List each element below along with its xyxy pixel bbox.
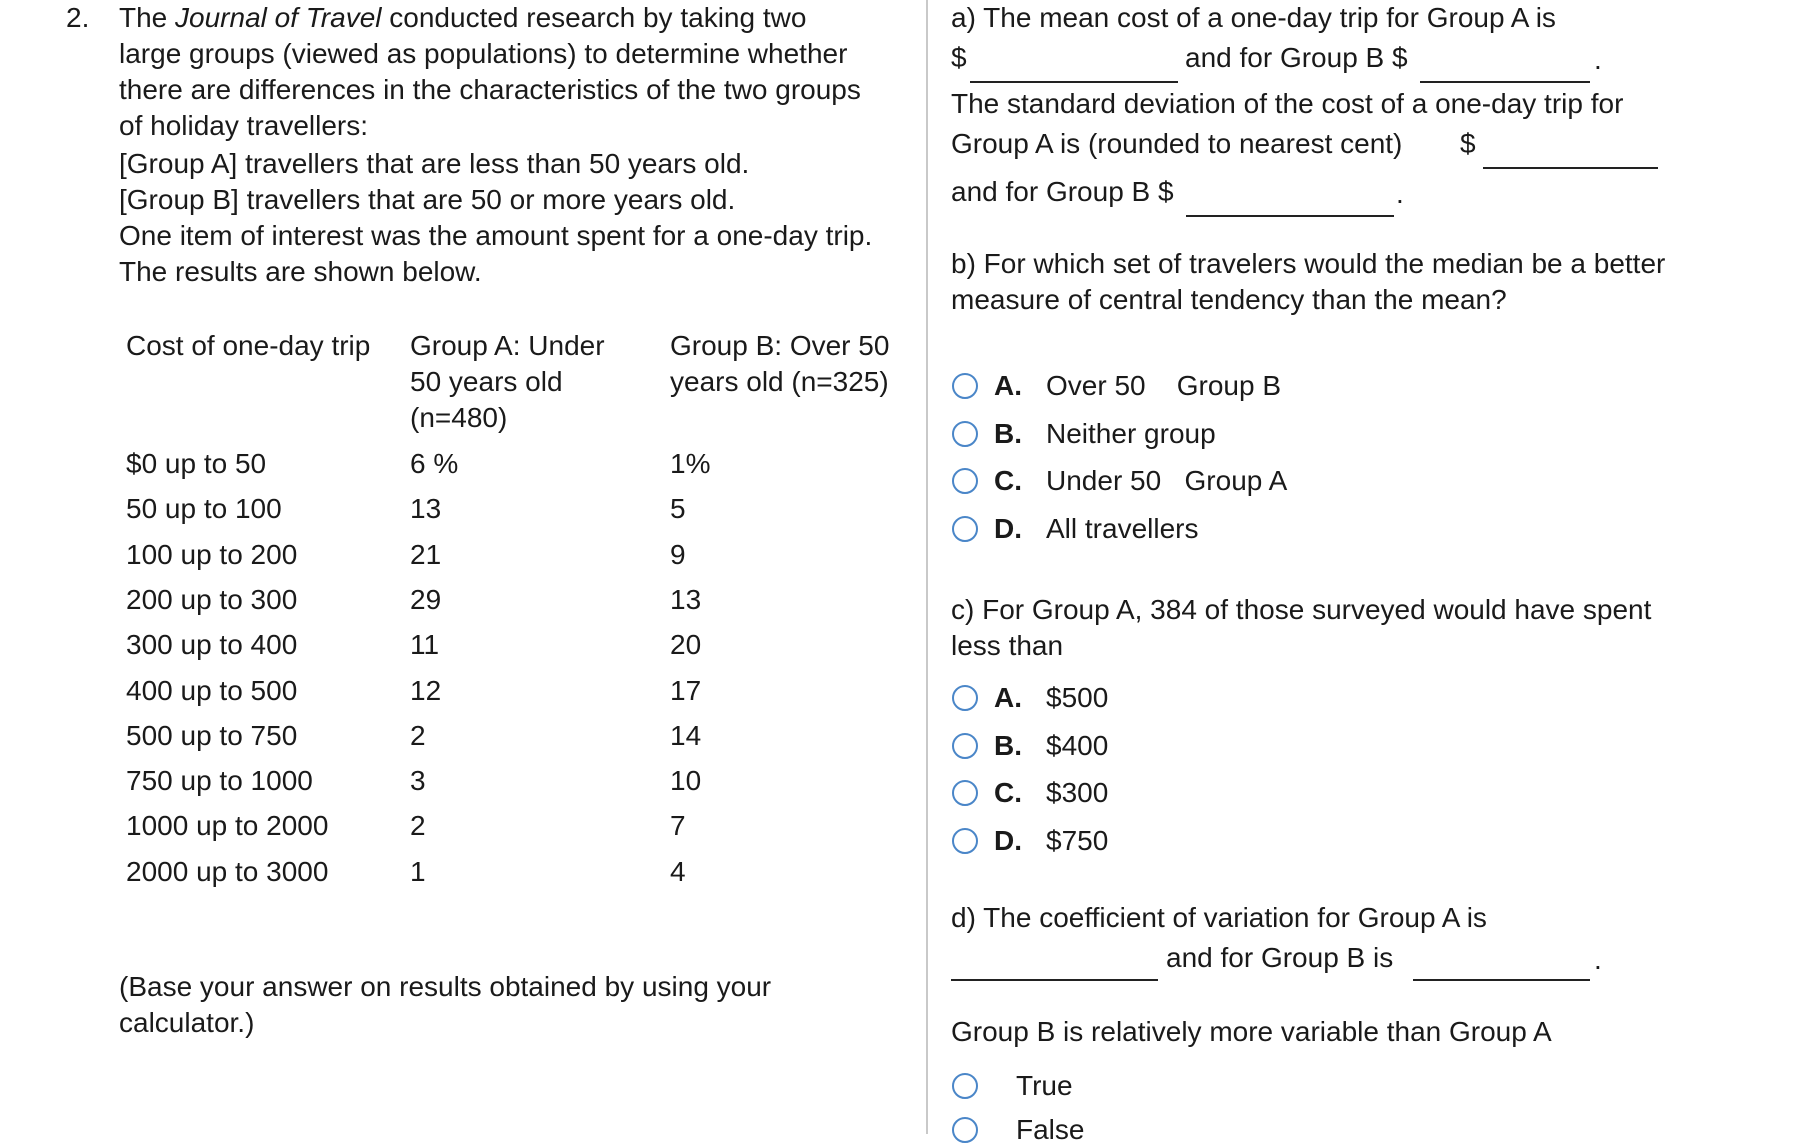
- intro-line-6: [Group B] travellers that are 50 or more years old.: [119, 184, 736, 215]
- answer-panel: [930, 0, 1795, 1145]
- part-c-prompt-2: less than: [951, 630, 1064, 661]
- cost-cell: 1000 up to 2000: [126, 810, 329, 841]
- period-1: .: [1594, 44, 1602, 75]
- intro-line-8: The results are shown below.: [119, 256, 482, 287]
- group-a-cell: 2: [410, 810, 426, 841]
- sd-group-a-blank[interactable]: [1483, 141, 1658, 169]
- part-b-option-radio[interactable]: [952, 421, 978, 447]
- note-line-1: (Base your answer on results obtained by using your: [119, 971, 772, 1002]
- header-cost: Cost of one-day trip: [126, 330, 371, 361]
- cost-cell: 500 up to 750: [126, 720, 298, 751]
- part-d-line-1: d) The coefficient of variation for Group A is: [951, 902, 1487, 933]
- part-b-option-text: Over 50 Group B: [1046, 370, 1281, 401]
- header-group-a-2: 50 years old: [410, 366, 563, 397]
- cost-cell: 2000 up to 3000: [126, 856, 329, 887]
- group-a-cell: 1: [410, 856, 426, 887]
- part-a-line-1: a) The mean cost of a one-day trip for Group A is: [951, 2, 1556, 33]
- group-a-cell: 3: [410, 765, 426, 796]
- part-b-option-text: Neither group: [1046, 418, 1216, 449]
- part-c-option-letter: D.: [994, 825, 1022, 856]
- group-b-cell: 10: [670, 765, 702, 796]
- part-a-line-5: and for Group B $: [951, 176, 1174, 207]
- sd-group-b-blank[interactable]: [1186, 189, 1394, 217]
- cost-cell: 300 up to 400: [126, 629, 298, 660]
- header-group-b-1: Group B: Over 50: [670, 330, 890, 361]
- journal-title: Journal of Travel: [175, 2, 382, 33]
- cost-cell: 750 up to 1000: [126, 765, 313, 796]
- dollar-sign-2: $: [1460, 128, 1476, 159]
- part-c-option-text: $750: [1046, 825, 1109, 856]
- part-a-line-3: The standard deviation of the cost of a one-day trip for: [951, 88, 1624, 119]
- mean-group-b-blank[interactable]: [1420, 55, 1590, 83]
- part-b-option-letter: C.: [994, 465, 1022, 496]
- divider: [926, 0, 928, 1134]
- part-b-option-text: Under 50 Group A: [1046, 465, 1288, 496]
- true-radio[interactable]: [952, 1073, 978, 1099]
- group-b-cell: 7: [670, 810, 686, 841]
- cv-group-b-blank[interactable]: [1413, 953, 1590, 981]
- group-a-cell: 6 %: [410, 448, 459, 479]
- group-b-cell: 13: [670, 584, 702, 615]
- group-b-cell: 1%: [670, 448, 711, 479]
- part-c-option-text: $400: [1046, 730, 1109, 761]
- part-d-line-2: and for Group B is: [1166, 942, 1394, 973]
- part-c-option-radio[interactable]: [952, 733, 978, 759]
- period-3: .: [1594, 944, 1602, 975]
- header-group-b-2: years old (n=325): [670, 366, 889, 397]
- header-group-a-3: (n=480): [410, 402, 508, 433]
- part-b-option-radio[interactable]: [952, 468, 978, 494]
- part-c-option-text: $500: [1046, 682, 1109, 713]
- group-a-cell: 29: [410, 584, 442, 615]
- part-d-statement: Group B is relatively more variable than Group A: [951, 1016, 1552, 1047]
- part-c-option-radio[interactable]: [952, 685, 978, 711]
- group-b-cell: 17: [670, 675, 702, 706]
- group-b-cell: 9: [670, 539, 686, 570]
- group-b-cell: 14: [670, 720, 702, 751]
- part-c-option-radio[interactable]: [952, 780, 978, 806]
- intro-line-5: [Group A] travellers that are less than 50 years old.: [119, 148, 750, 179]
- part-c-prompt-1: c) For Group A, 384 of those surveyed would have spent: [951, 594, 1652, 625]
- group-a-cell: 12: [410, 675, 442, 706]
- and-group-b-label: and for Group B $: [1185, 42, 1408, 73]
- cost-cell: 100 up to 200: [126, 539, 298, 570]
- part-c-option-radio[interactable]: [952, 828, 978, 854]
- intro-line-1: The Journal of Travel conducted research by taking two: [119, 2, 807, 33]
- true-label: True: [1016, 1070, 1073, 1101]
- group-a-cell: 11: [410, 629, 440, 660]
- part-b-option-text: All travellers: [1046, 513, 1199, 544]
- cost-cell: 50 up to 100: [126, 493, 282, 524]
- part-b-option-radio[interactable]: [952, 516, 978, 542]
- part-b-option-letter: D.: [994, 513, 1022, 544]
- part-c-option-text: $300: [1046, 777, 1109, 808]
- cost-cell: $0 up to 50: [126, 448, 267, 479]
- part-c-option-letter: C.: [994, 777, 1022, 808]
- group-a-cell: 21: [410, 539, 442, 570]
- intro-line-3: there are differences in the characteristics of the two groups: [119, 74, 861, 105]
- cost-cell: 200 up to 300: [126, 584, 298, 615]
- part-b-prompt-2: measure of central tendency than the mean?: [951, 284, 1507, 315]
- false-radio[interactable]: [952, 1117, 978, 1143]
- intro-line-2: large groups (viewed as populations) to determine whether: [119, 38, 848, 69]
- part-c-option-letter: B.: [994, 730, 1022, 761]
- false-label: False: [1016, 1114, 1085, 1145]
- header-group-a-1: Group A: Under: [410, 330, 605, 361]
- part-a-line-4: Group A is (rounded to nearest cent): [951, 128, 1403, 159]
- group-b-cell: 4: [670, 856, 686, 887]
- part-b-option-letter: A.: [994, 370, 1022, 401]
- part-c-option-letter: A.: [994, 682, 1022, 713]
- group-a-cell: 2: [410, 720, 426, 751]
- intro-line-4: of holiday travellers:: [119, 110, 369, 141]
- mean-group-a-blank[interactable]: [970, 55, 1178, 83]
- part-b-prompt-1: b) For which set of travelers would the median be a better: [951, 248, 1666, 279]
- dollar-sign-1: $: [951, 42, 967, 73]
- note-line-2: calculator.): [119, 1007, 255, 1038]
- intro-line-7: One item of interest was the amount spent for a one-day trip.: [119, 220, 873, 251]
- period-2: .: [1396, 178, 1404, 209]
- group-b-cell: 5: [670, 493, 686, 524]
- cost-cell: 400 up to 500: [126, 675, 298, 706]
- question-number: 2.: [66, 2, 90, 33]
- part-b-option-letter: B.: [994, 418, 1022, 449]
- group-a-cell: 13: [410, 493, 442, 524]
- part-b-option-radio[interactable]: [952, 373, 978, 399]
- cv-group-a-blank[interactable]: [951, 953, 1158, 981]
- group-b-cell: 20: [670, 629, 702, 660]
